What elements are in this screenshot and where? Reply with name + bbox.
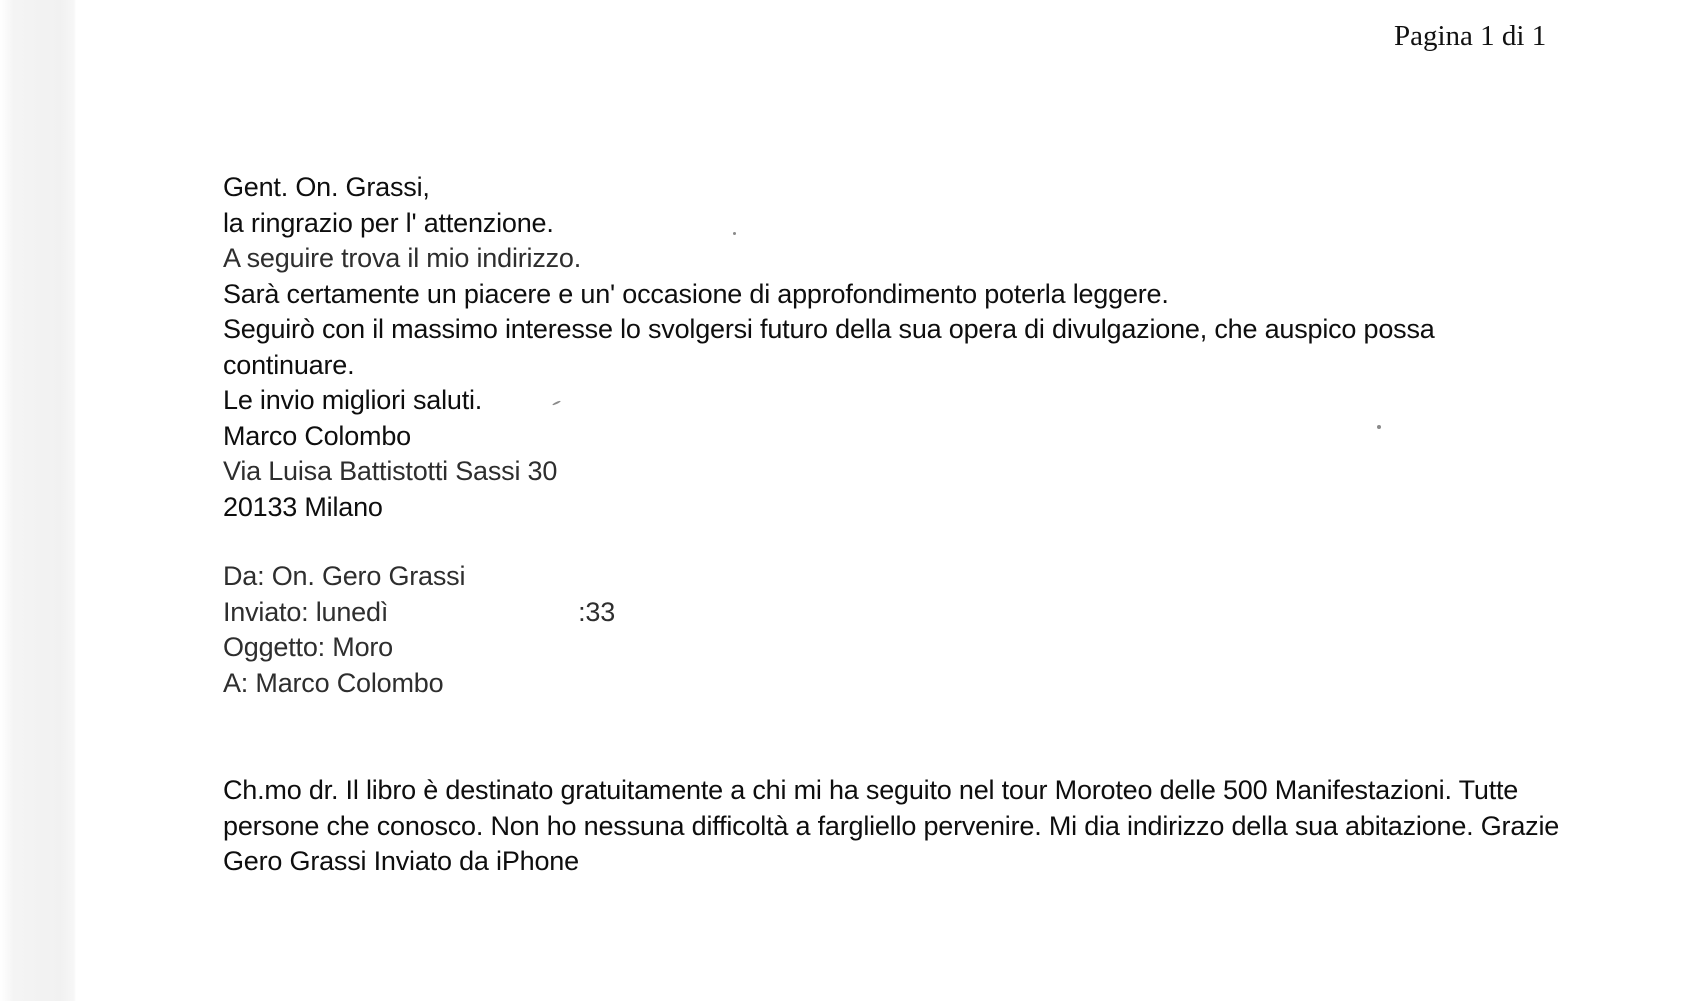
sender-name: Marco Colombo [223,420,411,451]
reply-message [223,170,1563,525]
subject-line: Oggetto: Moro [223,632,393,662]
closing-line: Le invio migliori saluti. [223,385,483,415]
original-message-header [223,559,1563,701]
greeting: Gent. On. Grassi, [223,172,430,202]
address-intro-line: A seguire trova il mio indirizzo. [223,243,582,273]
scan-left-edge [0,0,76,1001]
scan-speck [733,232,736,235]
pleasure-line: Sarà certamente un piacere e un' occasione di approfondimento poterla leggere. [223,278,1169,309]
original-message-body: Ch.mo dr. Il libro è destinato gratuitamente a chi mi ha seguito nel tour Moroteo delle 500 Manifestazioni. Tutte persone che conosco. Non ho nessuna difficoltà a fargliello pervenire. Mi dia indirizzo della sua abitazione. Grazie Gero Grassi Inviato da iPhone [223,775,1560,876]
sent-line [223,595,1563,631]
from-line: Da: On. Gero Grassi [223,561,466,591]
scan-speck [1377,425,1381,429]
sent-label: Inviato: lunedì [223,596,389,627]
email-printout [223,170,1563,880]
to-line: A: Marco Colombo [223,667,444,698]
sender-street: Via Luisa Battistotti Sassi 30 [223,456,558,486]
sent-time: :33 [578,596,616,627]
follow-line: Seguirò con il massimo interesse lo svolgersi futuro della sua opera di divulgazione, che auspico possa continuare. [223,314,1435,380]
thanks-line: la ringrazio per l' attenzione. [223,207,554,238]
page-number: Pagina 1 di 1 [1394,20,1547,52]
sender-city: 20133 Milano [223,491,383,522]
